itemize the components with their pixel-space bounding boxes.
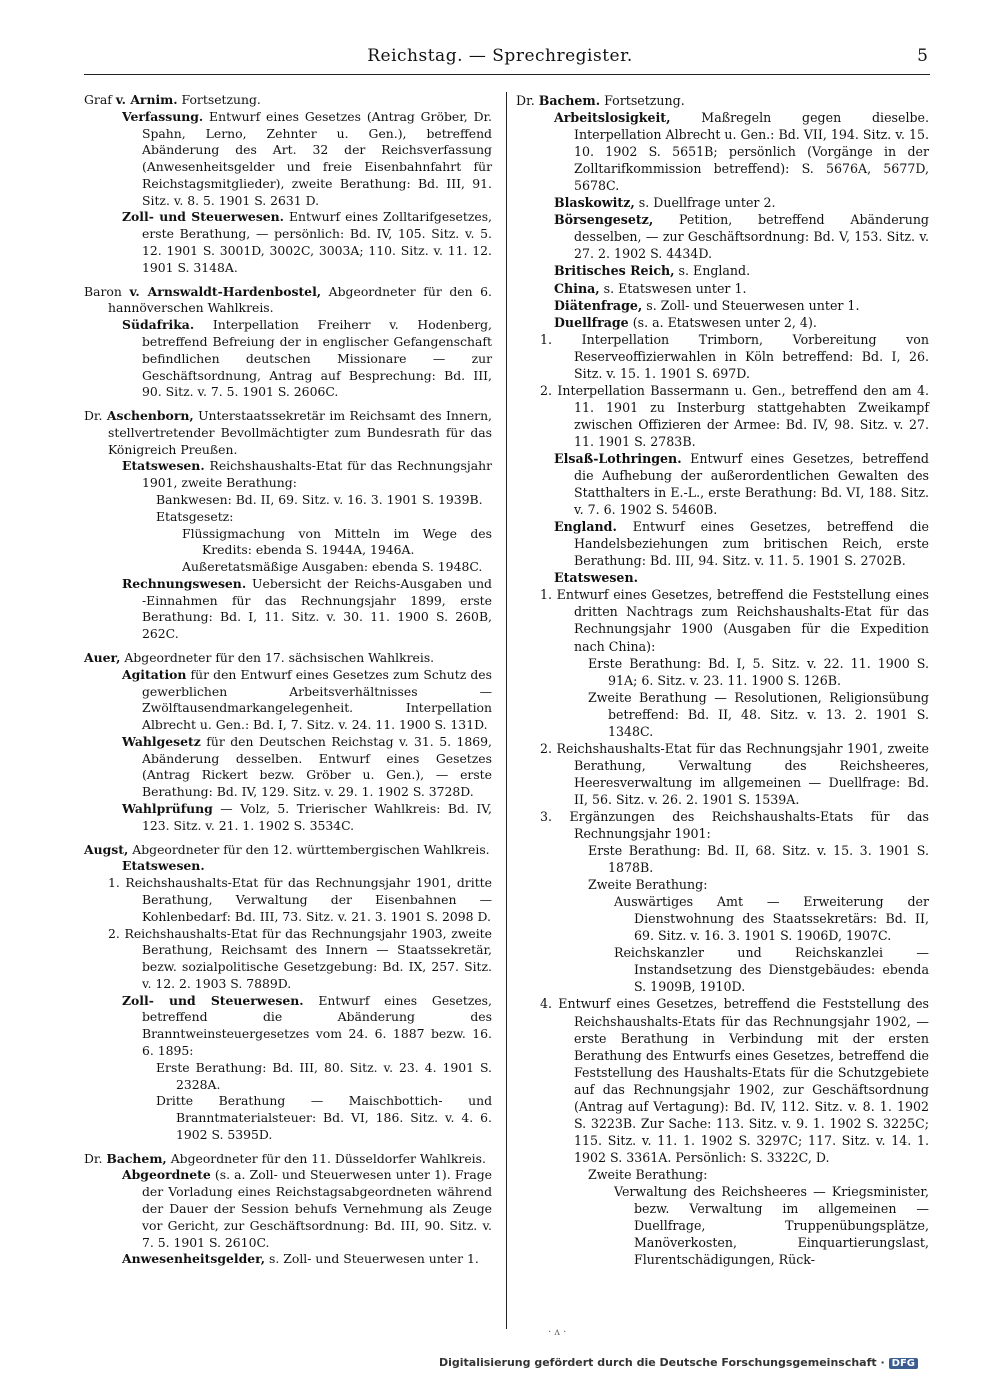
entry-heading: Dr. Aschenborn, Unterstaatssekretär im Reichsamt des Innern, stellvertretender Bevollmächtigter zum Bundesrath für das Königreich Preußen. — [84, 408, 492, 457]
entry-numbered: 1. Reichshaushalts-Etat für das Rechnungsjahr 1901, dritte Berathung, Verwaltung der Eisenbahnen — Kohlenbedarf: Bd. III, 73. Sitz. v. 21. 3. 1901 S. 2098 D. — [108, 875, 492, 924]
entry-subject: Arbeitslosigkeit, Maßregeln gegen dieselbe. Interpellation Albrecht u. Gen.: Bd. VII, 194. Sitz. v. 15. 10. 1902 S. 5651B; persönlich (Vorgänge in der Zolltarifkommission betreffend): S. 5676A, 5677D, 5678C. — [554, 110, 929, 194]
entry-subject: Agitation für den Entwurf eines Gesetzes zum Schutz des gewerblichen Arbeitsverhältnisses — Zwölftausendmarkangelegenheit. Interpellation Albrecht u. Gen.: Bd. I, 7. Sitz. v. 24. 11. 1900 S. 131D. — [122, 666, 492, 733]
scan-mark: · ʌ · — [548, 1327, 567, 1338]
column-divider — [506, 92, 507, 1329]
entry-subject: Duellfrage (s. a. Etatswesen unter 2, 4). — [554, 314, 817, 330]
entry-numbered: 4. Entwurf eines Gesetzes, betreffend die Feststellung des Reichshaushalts-Etats für das Rechnungsjahr 1902, — erste Berathung in Verbindung mit der ersten Berathung des Entwurfs eines Gesetzes, betreffend die Feststellung des Haushalts-Etats für die Schutzgebiete auf das Rechnungsjahr 1902, zur Geschäftsordnung (Antrag auf Vertagung): Bd. IV, 112. Sitz. v. 8. 1. 1902 S. 3223B. Zur Sache: 113. Sitz. v. 9. 1. 1902 S. 3225C; 115. Sitz. v. 11. 1. 1902 S. 3297C; 117. Sitz. v. 14. 1. 1902 S. 3361A. Persönlich: S. 3322C, D. — [540, 996, 929, 1165]
entry-heading: Baron v. Arnswaldt-Hardenbostel, Abgeordneter für den 6. hannöverschen Wahlkreis. — [84, 283, 492, 316]
entry-heading: Dr. Bachem, Abgeordneter für den 11. Düsseldorfer Wahlkreis. — [84, 1150, 486, 1166]
page-number: 5 — [917, 46, 928, 66]
entry-subject: Blaskowitz, s. Duellfrage unter 2. — [554, 195, 776, 211]
entry-subject: Britisches Reich, s. England. — [554, 263, 751, 279]
entry-subject: Etatswesen. — [122, 858, 205, 874]
right-column — [516, 92, 929, 1268]
entry-subject: Etatswesen. — [554, 570, 638, 586]
entry-detail: Flüssigmachung von Mitteln im Wege des Kredits: ebenda S. 1944A, 1946A. — [182, 525, 492, 558]
entry-detail: Erste Berathung: Bd. II, 68. Sitz. v. 15. 3. 1901 S. 1878B. — [588, 843, 929, 876]
entry-subject: China, s. Etatswesen unter 1. — [554, 280, 747, 296]
dfg-logo: DFG — [889, 1358, 918, 1369]
header-rule — [84, 74, 930, 75]
entry-subject: Etatswesen. Reichshaushalts-Etat für das Rechnungsjahr 1901, zweite Berathung: — [122, 458, 492, 491]
entry-numbered: 1. Entwurf eines Gesetzes, betreffend die Feststellung eines dritten Nachtrags zum Reichshaushalts-Etat für das Rechnungsjahr 1900 (Ausgaben für die Expedition nach China): — [540, 587, 929, 654]
entry-subject: Wahlprüfung — Volz, 5. Trierischer Wahlkreis: Bd. IV, 123. Sitz. v. 21. 1. 1902 S. 3534C. — [122, 801, 492, 833]
entry-detail: Erste Berathung: Bd. I, 5. Sitz. v. 22. 11. 1900 S. 91A; 6. Sitz. v. 23. 11. 1900 S. 126B. — [588, 655, 929, 688]
entry-numbered: 2. Interpellation Bassermann u. Gen., betreffend den am 4. 11. 1901 zu Insterburg stattgehabten Zweikampf zwischen Offizieren der Armee: Bd. IV, 98. Sitz. v. 27. 11. 1901 S. 2783B. — [540, 382, 929, 449]
entry-numbered: 2. Reichshaushalts-Etat für das Rechnungsjahr 1903, zweite Berathung, Reichsamt des Innern — Staatssekretär, bezw. sozialpolitische Gesetzgebung: Bd. IX, 257. Sitz. v. 12. 2. 1903 S. 7889D. — [108, 925, 492, 991]
entry-subject: Anwesenheitsgelder, s. Zoll- und Steuerwesen unter 1. — [122, 1251, 479, 1267]
entry-heading: Graf v. Arnim. Fortsetzung. — [84, 92, 261, 107]
entry-subject: Börsengesetz, Petition, betreffend Abänderung desselben, — zur Geschäftsordnung: Bd. V, 153. Sitz. v. 27. 2. 1902 S. 4434D. — [554, 212, 929, 262]
entry-numbered: 2. Reichshaushalts-Etat für das Rechnungsjahr 1901, zweite Berathung, Verwaltung des Reichsheeres, Heeresverwaltung im allgemeinen — Duellfrage: Bd. II, 56. Sitz. v. 26. 2. 1901 S. 1539A. — [540, 740, 929, 807]
entry-subject: Wahlgesetz für den Deutschen Reichstag v. 31. 5. 1869, Abänderung desselben. Entwurf eines Gesetzes (Antrag Rickert bezw. Gröber u. Gen.), — erste Berathung: Bd. IV, 129. Sitz. v. 29. 1. 1902 S. 3728D. — [122, 733, 492, 800]
entry-subject: Verfassung. Entwurf eines Gesetzes (Antrag Gröber, Dr. Spahn, Lerno, Zehnter u. Gen.), betreffend Abänderung des Art. 32 der Reichsverfassung (Anwesenheitsgelder und freie Eisenbahnfahrt für Reichstagsmitglieder), zweite Berathung: Bd. III, 91. Sitz. v. 8. 5. 1901 S. 2631 D. — [122, 108, 492, 208]
entry-detail: Bankwesen: Bd. II, 69. Sitz. v. 16. 3. 1901 S. 1939B. — [156, 491, 483, 507]
entry-subject: Zoll- und Steuerwesen. Entwurf eines Gesetzes, betreffend die Abänderung des Branntweinsteuergesetzes vom 24. 6. 1887 bezw. 16. 6. 1895: — [122, 992, 492, 1058]
footer-credit — [439, 1356, 918, 1369]
entry-heading: Dr. Bachem. Fortsetzung. — [516, 93, 685, 108]
entry-detail: Zweite Berathung: — [588, 1166, 708, 1182]
entry-detail: Etatsgesetz: — [156, 508, 234, 524]
entry-detail: Auswärtiges Amt — Erweiterung der Dienstwohnung des Staatssekretärs: Bd. II, 69. Sitz. v. 16. 3. 1901 S. 1906D, 1907C. — [614, 894, 929, 944]
entry-heading: Augst, Abgeordneter für den 12. württembergischen Wahlkreis. — [84, 841, 490, 857]
entry-subject: Diätenfrage, s. Zoll- und Steuerwesen unter 1. — [554, 297, 860, 313]
header-title: Reichstag. — Sprechregister. — [367, 46, 633, 66]
footer-text: Digitalisierung gefördert durch die Deutsche Forschungsgemeinschaft · — [438, 1356, 885, 1369]
entry-numbered: 3. Ergänzungen des Reichshaushalts-Etats für das Rechnungsjahr 1901: — [540, 808, 929, 842]
entry-detail: Dritte Berathung — Maischbottich- und Branntmaterialsteuer: Bd. VI, 186. Sitz. v. 4. 6. 1902 S. 5395D. — [156, 1093, 492, 1142]
running-header — [0, 46, 1000, 72]
entry-detail: Erste Berathung: Bd. III, 80. Sitz. v. 23. 4. 1901 S. 2328A. — [156, 1059, 492, 1092]
entry-subject: Elsaß-Lothringen. Entwurf eines Gesetzes, betreffend die Aufhebung der außerordentlichen Gewalten des Statthalters in E.-L., erste Berathung: Bd. VI, 188. Sitz. v. 7. 6. 1902 S. 5460B. — [554, 450, 929, 518]
entry-subject: Abgeordnete (s. a. Zoll- und Steuerwesen unter 1). Frage der Vorladung eines Reichstagsabgeordneten während der Dauer der Session behufs Vernehmung als Zeuge vor Gericht, zur Geschäftsordnung: Bd. III, 90. Sitz. v. 7. 5. 1901 S. 2610C. — [122, 1167, 492, 1250]
entry-subject: England. Entwurf eines Gesetzes, betreffend die Handelsbeziehungen zum britischen Reich, erste Berathung: Bd. III, 94. Sitz. v. 11. 5. 1901 S. 2702B. — [554, 519, 929, 569]
entry-detail: Verwaltung des Reichsheeres — Kriegsminister, bezw. Verwaltung im allgemeinen — Duellfrage, Truppenübungsplätze, Manöverkosten, Einquartierungslast, Flurentschädigungen, Rück- — [614, 1184, 929, 1268]
entry-detail: Zweite Berathung: — [588, 877, 708, 893]
entry-heading: Auer, Abgeordneter für den 17. sächsischen Wahlkreis. — [84, 650, 435, 665]
entry-detail: Außeretatsmäßige Ausgaben: ebenda S. 1948C. — [182, 559, 483, 575]
entry-detail: Zweite Berathung — Resolutionen, Religionsübung betreffend: Bd. II, 48. Sitz. v. 13. 2. 1901 S. 1348C. — [588, 689, 929, 739]
entry-subject: Südafrika. Interpellation Freiherr v. Hodenberg, betreffend Befreiung der in englischer Gefangenschaft befindlichen deutschen Missionare — zur Geschäftsordnung, Antrag auf Besprechung: Bd. III, 90. Sitz. v. 7. 5. 1901 S. 2606C. — [122, 317, 492, 400]
entry-subject: Zoll- und Steuerwesen. Entwurf eines Zolltarifgesetzes, erste Berathung, — persönlich: Bd. IV, 105. Sitz. v. 5. 12. 1901 S. 3001D, 3002C, 3003A; 110. Sitz. v. 11. 12. 1901 S. 3148A. — [122, 209, 492, 275]
entry-detail: Reichskanzler und Reichskanzlei — Instandsetzung des Dienstgebäudes: ebenda S. 1909B, 1910D. — [614, 945, 929, 995]
left-column — [84, 92, 492, 1268]
entry-subject: Rechnungswesen. Uebersicht der Reichs-Ausgaben und -Einnahmen für das Rechnungsjahr 1899, erste Berathung: Bd. I, 11. Sitz. v. 30. 11. 1900 S. 260B, 262C. — [122, 575, 492, 642]
entry-numbered: 1. Interpellation Trimborn, Vorbereitung von Reserveoffizierwahlen in Köln betreffend: Bd. I, 26. Sitz. v. 15. 1. 1901 S. 697D. — [540, 331, 929, 381]
